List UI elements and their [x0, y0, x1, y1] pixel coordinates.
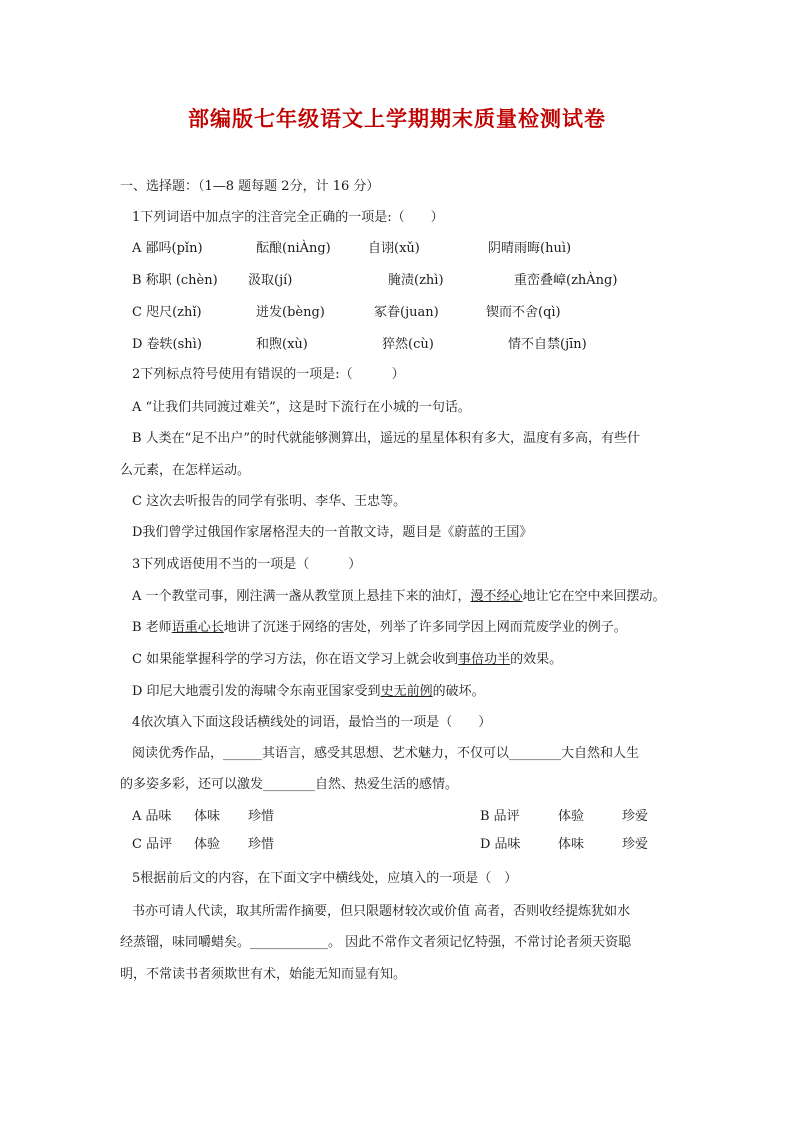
q4-p2-b: 自然、热爱生活的感情。 — [315, 777, 459, 792]
q4-option-c-3: 珍惜 — [248, 837, 275, 852]
q4-blank-1: ______ — [223, 746, 263, 761]
q4-blank-2: ________ — [509, 746, 562, 761]
q3-d-pre: D 印尼大地震引发的海啸令东南亚国家受到 — [132, 684, 381, 699]
q4-option-b-1: B 品评 — [480, 809, 520, 824]
q1-option-c-2: 迸发(bèng) — [256, 305, 325, 320]
page-title: 部编版七年级语文上学期期末质量检测试卷 — [188, 107, 606, 131]
q2-option-b-cont: 么元素，在怎样运动。 — [120, 463, 251, 478]
q3-c-pre: C 如果能掌握科学的学习方法，你在语文学习上就会收到 — [132, 652, 459, 667]
q3-option-b — [132, 619, 627, 637]
q1-option-a-3: 自诩(xǔ) — [368, 241, 420, 256]
q4-option-b-2: 体验 — [558, 809, 585, 824]
q4-blank-3: ________ — [263, 777, 316, 792]
q1-option-b-1: B 称职 (chèn) — [132, 273, 218, 288]
q5-l2-b: 。 因此不常作文者须记忆特强，不常讨论者须天资聪 — [328, 935, 632, 950]
q3-a-idiom: 漫不经心 — [470, 589, 523, 604]
q3-c-idiom: 事倍功半 — [458, 652, 511, 667]
q5-l2-a: 经蒸镏，味同嚼蜡矣。 — [120, 935, 251, 950]
q4-option-a-1: A 品味 — [132, 809, 172, 824]
q5-passage-line-1: 书亦可请人代读，取其所需作摘要，但只限题材较次或价值 高者，否则收经提炼犹如水 — [132, 904, 631, 919]
q3-a-pre: A 一个教堂司事，刚注满一盏从教堂顶上悬挂下来的油灯， — [132, 589, 471, 604]
q2-option-c: C 这次去听报告的同学有张明、李华、王忠等。 — [132, 494, 407, 509]
q1-option-d-4: 情不自禁(jīn) — [508, 337, 587, 352]
q2-option-d: D我们曾学过俄国作家屠格涅夫的一首散文诗，题目是《蔚蓝的王国》 — [132, 525, 533, 540]
q4-p1-a: 阅读优秀作品， — [132, 746, 224, 761]
q5-passage-line-3: 明，不常读书者须欺世有术，始能无知而显有知。 — [120, 967, 407, 982]
q4-option-a-3: 珍惜 — [248, 809, 275, 824]
q1-option-c-3: 冢眷(juan) — [374, 305, 439, 320]
q3-b-pre: B 老师 — [132, 620, 172, 635]
q3-a-post: 地让它在空中来回摆动。 — [522, 589, 666, 604]
question-1-stem: 1下列词语中加点字的注音完全正确的一项是:（ ） — [132, 210, 444, 225]
q1-option-b-2: 汲取(jí) — [248, 273, 293, 288]
q4-option-d-3: 珍爱 — [622, 837, 649, 852]
q4-p1-b: 其语言，感受其思想、艺术魅力，不仅可以 — [262, 746, 510, 761]
q4-option-b-3: 珍爱 — [622, 809, 649, 824]
q3-d-post: 的破坏。 — [432, 684, 485, 699]
question-3-stem: 3下列成语使用不当的一项是（ ） — [132, 557, 362, 572]
question-2-stem: 2下列标点符号使用有错误的一项是:（ ） — [132, 367, 405, 382]
q4-option-d-2: 体味 — [558, 837, 585, 852]
q1-option-c-1: C 咫尺(zhǐ) — [132, 305, 202, 320]
q3-option-d — [132, 683, 485, 701]
q1-option-d-3: 猝然(cù) — [382, 337, 434, 352]
q4-option-a-2: 体味 — [194, 809, 221, 824]
q1-option-b-4: 重峦叠嶂(zhÀng) — [514, 273, 618, 288]
q5-blank: ____________ — [250, 935, 329, 950]
question-5-stem: 5根据前后文的内容，在下面文字中横线处，应填入的一项是（ ） — [132, 871, 518, 886]
section-heading: 一、选择题：（1—8 题每题 2分，计 16 分） — [120, 179, 380, 194]
q4-option-c-1: C 品评 — [132, 837, 173, 852]
q4-p2-a: 的多姿多彩，还可以激发 — [120, 777, 264, 792]
q4-option-d-1: D 品味 — [480, 837, 521, 852]
q1-option-d-1: D 卷轶(shì) — [132, 337, 202, 352]
q5-passage-line-2 — [120, 934, 631, 952]
q4-p1-c: 大自然和人生 — [561, 746, 640, 761]
question-4-stem: 4依次填入下面这段话横线处的词语，最恰当的一项是（ ） — [132, 715, 492, 730]
q1-option-b-3: 腌渍(zhì) — [388, 273, 444, 288]
q3-d-idiom: 史无前例 — [380, 684, 433, 699]
q4-passage-line-2 — [120, 776, 458, 794]
q3-b-post: 地讲了沉迷于网络的害处，列举了许多同学因上网而荒废学业的例子。 — [223, 620, 627, 635]
q3-option-c — [132, 651, 562, 669]
q1-option-a-4: 阴晴雨晦(huì) — [488, 241, 572, 256]
q1-option-c-4: 锲而不舍(qì) — [486, 305, 561, 320]
q3-b-idiom: 语重心长 — [171, 620, 224, 635]
q4-option-c-2: 体验 — [194, 837, 221, 852]
q3-c-post: 的效果。 — [510, 652, 563, 667]
q1-option-a-1: A 鄙吗(pǐn) — [132, 241, 203, 256]
q2-option-b: B 人类在“足不出户”的时代就能够测算出，遥远的星星体积有多大，温度有多高，有些什 — [132, 431, 640, 446]
q1-option-d-2: 和煦(xù) — [256, 337, 308, 352]
q2-option-a: A “让我们共同渡过难关”，这是时下流行在小城的一句话。 — [132, 400, 471, 415]
q1-option-a-2: 酝酿(niÀng) — [256, 241, 331, 256]
q3-option-a — [132, 588, 666, 606]
q4-passage-line-1 — [132, 745, 639, 763]
